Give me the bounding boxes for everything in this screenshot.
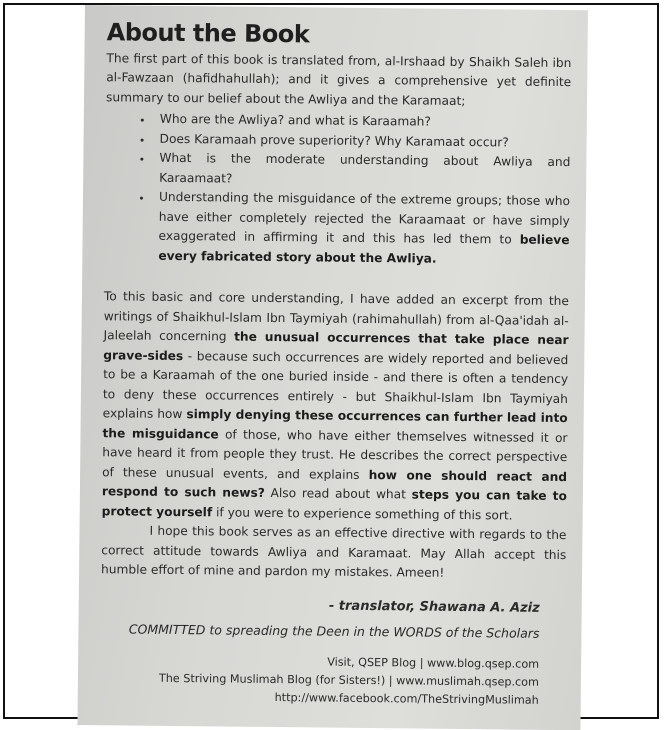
bold-run: how one should react and respond to such news? — [101, 467, 568, 500]
bold-run: simply denying these occurrences can further lead into the misguidance — [102, 407, 568, 441]
text-run: of those, who have either themselves witnessed it or have heard it from people they trust. He describes the correct perspective of these unusual events, and explains — [102, 426, 568, 482]
text-run: if you were to experience something of this sort. — [212, 504, 513, 523]
intro-paragraph: The first part of this book is translated from, al-Irshaad by Shaikh Saleh ibn al-Fawzaan (hafidhahullah); and it gives a comprehensive yet definite summary to our belief about the Awliya and the Karamaat; — [105, 50, 572, 108]
book-page — [77, 5, 588, 730]
link-muslimah: The Striving Muslimah Blog (for Sisters!) | www.muslimah.qsep.com — [158, 671, 540, 689]
list-item-bold: believe every fabricated story about the Awliya. — [158, 232, 570, 266]
bold-run: steps you can take to protect yourself — [101, 487, 567, 519]
text-run: Also read about what — [264, 485, 412, 502]
closing-paragraph: I hope this book serves as an effective directive with regards to the correct attitude towards Awliya and Karamaat. May Allah accept this humble effort of mine and pardon my mistakes. Ameen! — [101, 523, 567, 580]
list-item: • Does Karamaah prove superiority? Why Karamaat occur? — [153, 129, 570, 153]
topic-list — [104, 109, 571, 270]
list-item: • What is the moderate understanding about Awliya and Karaamaat? — [153, 149, 570, 192]
body-paragraph — [102, 287, 569, 526]
link-blog: Visit, QSEP Blog | www.blog.qsep.com — [327, 655, 540, 671]
link-facebook: http://www.facebook.com/TheStrivingMuslimah — [274, 690, 539, 707]
list-item-text: Understanding the misguidance of the extreme groups; those who have either completely rejected the Karaamaat or have simply exaggerated in affirming it and this has led them to — [158, 189, 571, 247]
translator-signature: - translator, Shawana A. Aziz — [328, 598, 540, 616]
text-run: To this basic and core understanding, I have added an excerpt from the writings of Shaikhul-Islam Ibn Taymiyah (rahimahullah) from al-Qaa'idah al-Jaleelah concerning — [103, 289, 569, 344]
list-item — [152, 188, 570, 270]
image-frame — [3, 3, 659, 719]
text-run: - because such occurrences are widely reported and believed to be a Karaamah of the one buried inside - and there is often a tendency to deny these occurrences entirely - but Shaikhul-Islam Ibn Taymiyah explains how — [102, 348, 569, 422]
contact-links — [100, 651, 566, 710]
page-title: About the Book — [106, 18, 310, 49]
tagline: COMMITTED to spreading the Deen in the WORDS of the Scholars — [128, 621, 540, 641]
bold-run: the unusual occurrences that take place near grave-sides — [103, 329, 569, 363]
list-item: • Who are the Awliya? and what is Karaamah? — [154, 110, 571, 134]
